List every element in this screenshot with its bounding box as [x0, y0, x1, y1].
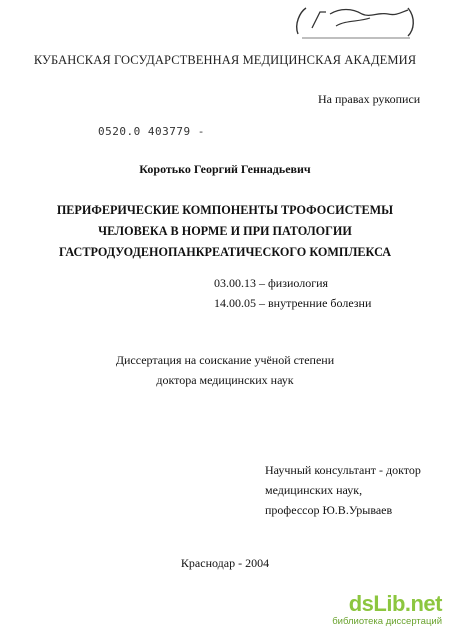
dissertation-title	[50, 200, 400, 263]
specialty-internal-diseases: 14.00.05 – внутренние болезни	[214, 296, 372, 310]
registration-code: 0520.0 403779 -	[98, 125, 205, 138]
organization-name: КУБАНСКАЯ ГОСУДАРСТВЕННАЯ МЕДИЦИНСКАЯ АКАДЕМИЯ	[33, 53, 417, 67]
place-year: Краснодар - 2004	[180, 556, 270, 570]
specialty-physiology: 03.00.13 – физиология	[214, 276, 329, 290]
watermark-subtitle: библиотека диссертаций	[332, 616, 442, 627]
advisor-line: Научный консультант - доктор	[265, 463, 421, 477]
watermark-brand: dsLib.net	[348, 591, 442, 616]
rights-note: На правах рукописи	[318, 92, 421, 106]
title-line: ПЕРИФЕРИЧЕСКИЕ КОМПОНЕНТЫ ТРОФОСИСТЕМЫ	[56, 203, 394, 217]
watermark	[332, 592, 442, 627]
author-name: Коротько Георгий Геннадьевич	[139, 162, 311, 176]
title-line: ЧЕЛОВЕКА В НОРМЕ И ПРИ ПАТОЛОГИИ	[98, 224, 352, 238]
degree-line: Диссертация на соискание учёной степени	[115, 353, 335, 367]
advisor-line: медицинских наук,	[265, 483, 363, 497]
degree-line: доктора медицинских наук	[156, 373, 294, 387]
handwritten-signature	[292, 4, 420, 42]
title-line: ГАСТРОДУОДЕНОПАНКРЕАТИЧЕСКОГО КОМПЛЕКСА	[58, 245, 392, 259]
advisor-line: профессор Ю.В.Урываев	[265, 503, 393, 517]
